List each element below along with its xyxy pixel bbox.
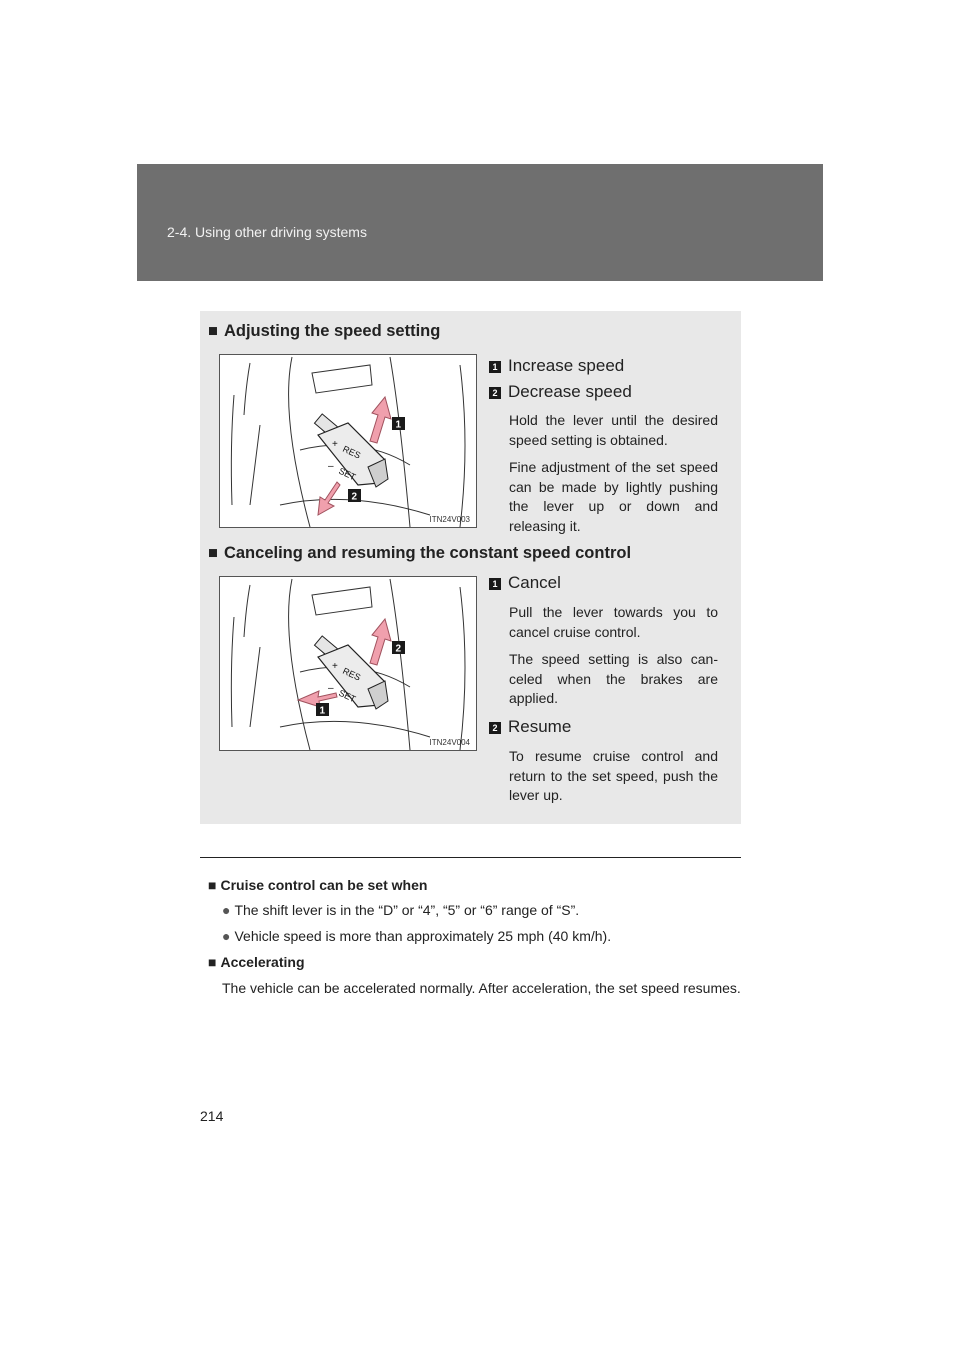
figure-lever-adjust bbox=[219, 354, 477, 528]
square-bullet-icon: ■ bbox=[208, 322, 218, 340]
step-1-icon: 1 bbox=[489, 361, 501, 373]
square-bullet-icon: ■ bbox=[208, 544, 218, 562]
adjust-desc-hold: Hold the lever until the desired speed setting is obtained. bbox=[509, 412, 718, 448]
cancel-desc-brakes: The speed setting is also can-celed when the brakes are applied. bbox=[509, 651, 718, 706]
plus-label: + bbox=[332, 661, 338, 672]
resume-desc: To resume cruise control and return to the set speed, push the lever up. bbox=[509, 748, 718, 803]
section-title-adjusting: ■ Adjusting the speed setting bbox=[208, 322, 441, 340]
decrease-arrow-icon bbox=[318, 482, 340, 515]
note-bullet-vehicle-speed: ● Vehicle speed is more than approximately 25 mph (40 km/h). bbox=[222, 928, 612, 944]
svg-text:2: 2 bbox=[351, 491, 358, 503]
svg-text:1: 1 bbox=[395, 419, 402, 431]
res-label: RES bbox=[341, 443, 363, 461]
step-1-icon: 1 bbox=[489, 578, 501, 590]
step-increase-speed: 1 Increase speed bbox=[489, 356, 624, 376]
step-2-icon: 2 bbox=[489, 387, 501, 399]
note-heading-accelerating: ■ Accelerating bbox=[208, 954, 305, 970]
step-decrease-speed: 2 Decrease speed bbox=[489, 382, 632, 402]
figure-code: ITN24V004 bbox=[429, 738, 470, 747]
increase-arrow-icon bbox=[370, 397, 391, 443]
res-label: RES bbox=[341, 665, 363, 683]
step-cancel: 1 Cancel bbox=[489, 573, 561, 593]
adjust-desc-fine: Fine adjustment of the set speed can be made by lightly pushing the lever up or down and releasing it. bbox=[509, 459, 718, 534]
divider-rule bbox=[200, 857, 741, 858]
set-label: SET bbox=[337, 687, 358, 705]
resume-arrow-icon bbox=[370, 619, 391, 665]
svg-text:1: 1 bbox=[319, 705, 326, 717]
circle-bullet-icon: ● bbox=[222, 928, 231, 944]
minus-label: – bbox=[328, 683, 334, 694]
figure-lever-cancel bbox=[219, 576, 477, 751]
set-label: SET bbox=[337, 465, 358, 483]
step-resume: 2 Resume bbox=[489, 717, 571, 737]
cancel-desc-pull: Pull the lever towards you to cancel cruise control. bbox=[509, 604, 718, 640]
figure-code: ITN24V003 bbox=[429, 515, 470, 524]
note-accelerating-text: The vehicle can be accelerated normally. After acceleration, the set speed resumes. bbox=[222, 980, 741, 996]
lever-cancel-illustration bbox=[220, 577, 476, 750]
note-bullet-shift-lever: ● The shift lever is in the “D” or “4”, “5” or “6” range of “S”. bbox=[222, 902, 580, 918]
breadcrumb: 2-4. Using other driving systems bbox=[167, 224, 367, 240]
svg-text:2: 2 bbox=[395, 643, 402, 655]
page-number: 214 bbox=[200, 1108, 224, 1124]
step-2-icon: 2 bbox=[489, 722, 501, 734]
circle-bullet-icon: ● bbox=[222, 902, 231, 918]
lever-adjust-illustration bbox=[220, 355, 476, 527]
plus-label: + bbox=[332, 439, 338, 450]
section-title-canceling: ■ Canceling and resuming the constant speed control bbox=[208, 544, 632, 562]
square-bullet-icon: ■ bbox=[208, 954, 217, 970]
note-heading-set-when: ■ Cruise control can be set when bbox=[208, 877, 428, 893]
square-bullet-icon: ■ bbox=[208, 877, 217, 893]
minus-label: – bbox=[328, 461, 334, 472]
instruction-panel bbox=[200, 311, 741, 824]
page-header bbox=[137, 164, 823, 281]
